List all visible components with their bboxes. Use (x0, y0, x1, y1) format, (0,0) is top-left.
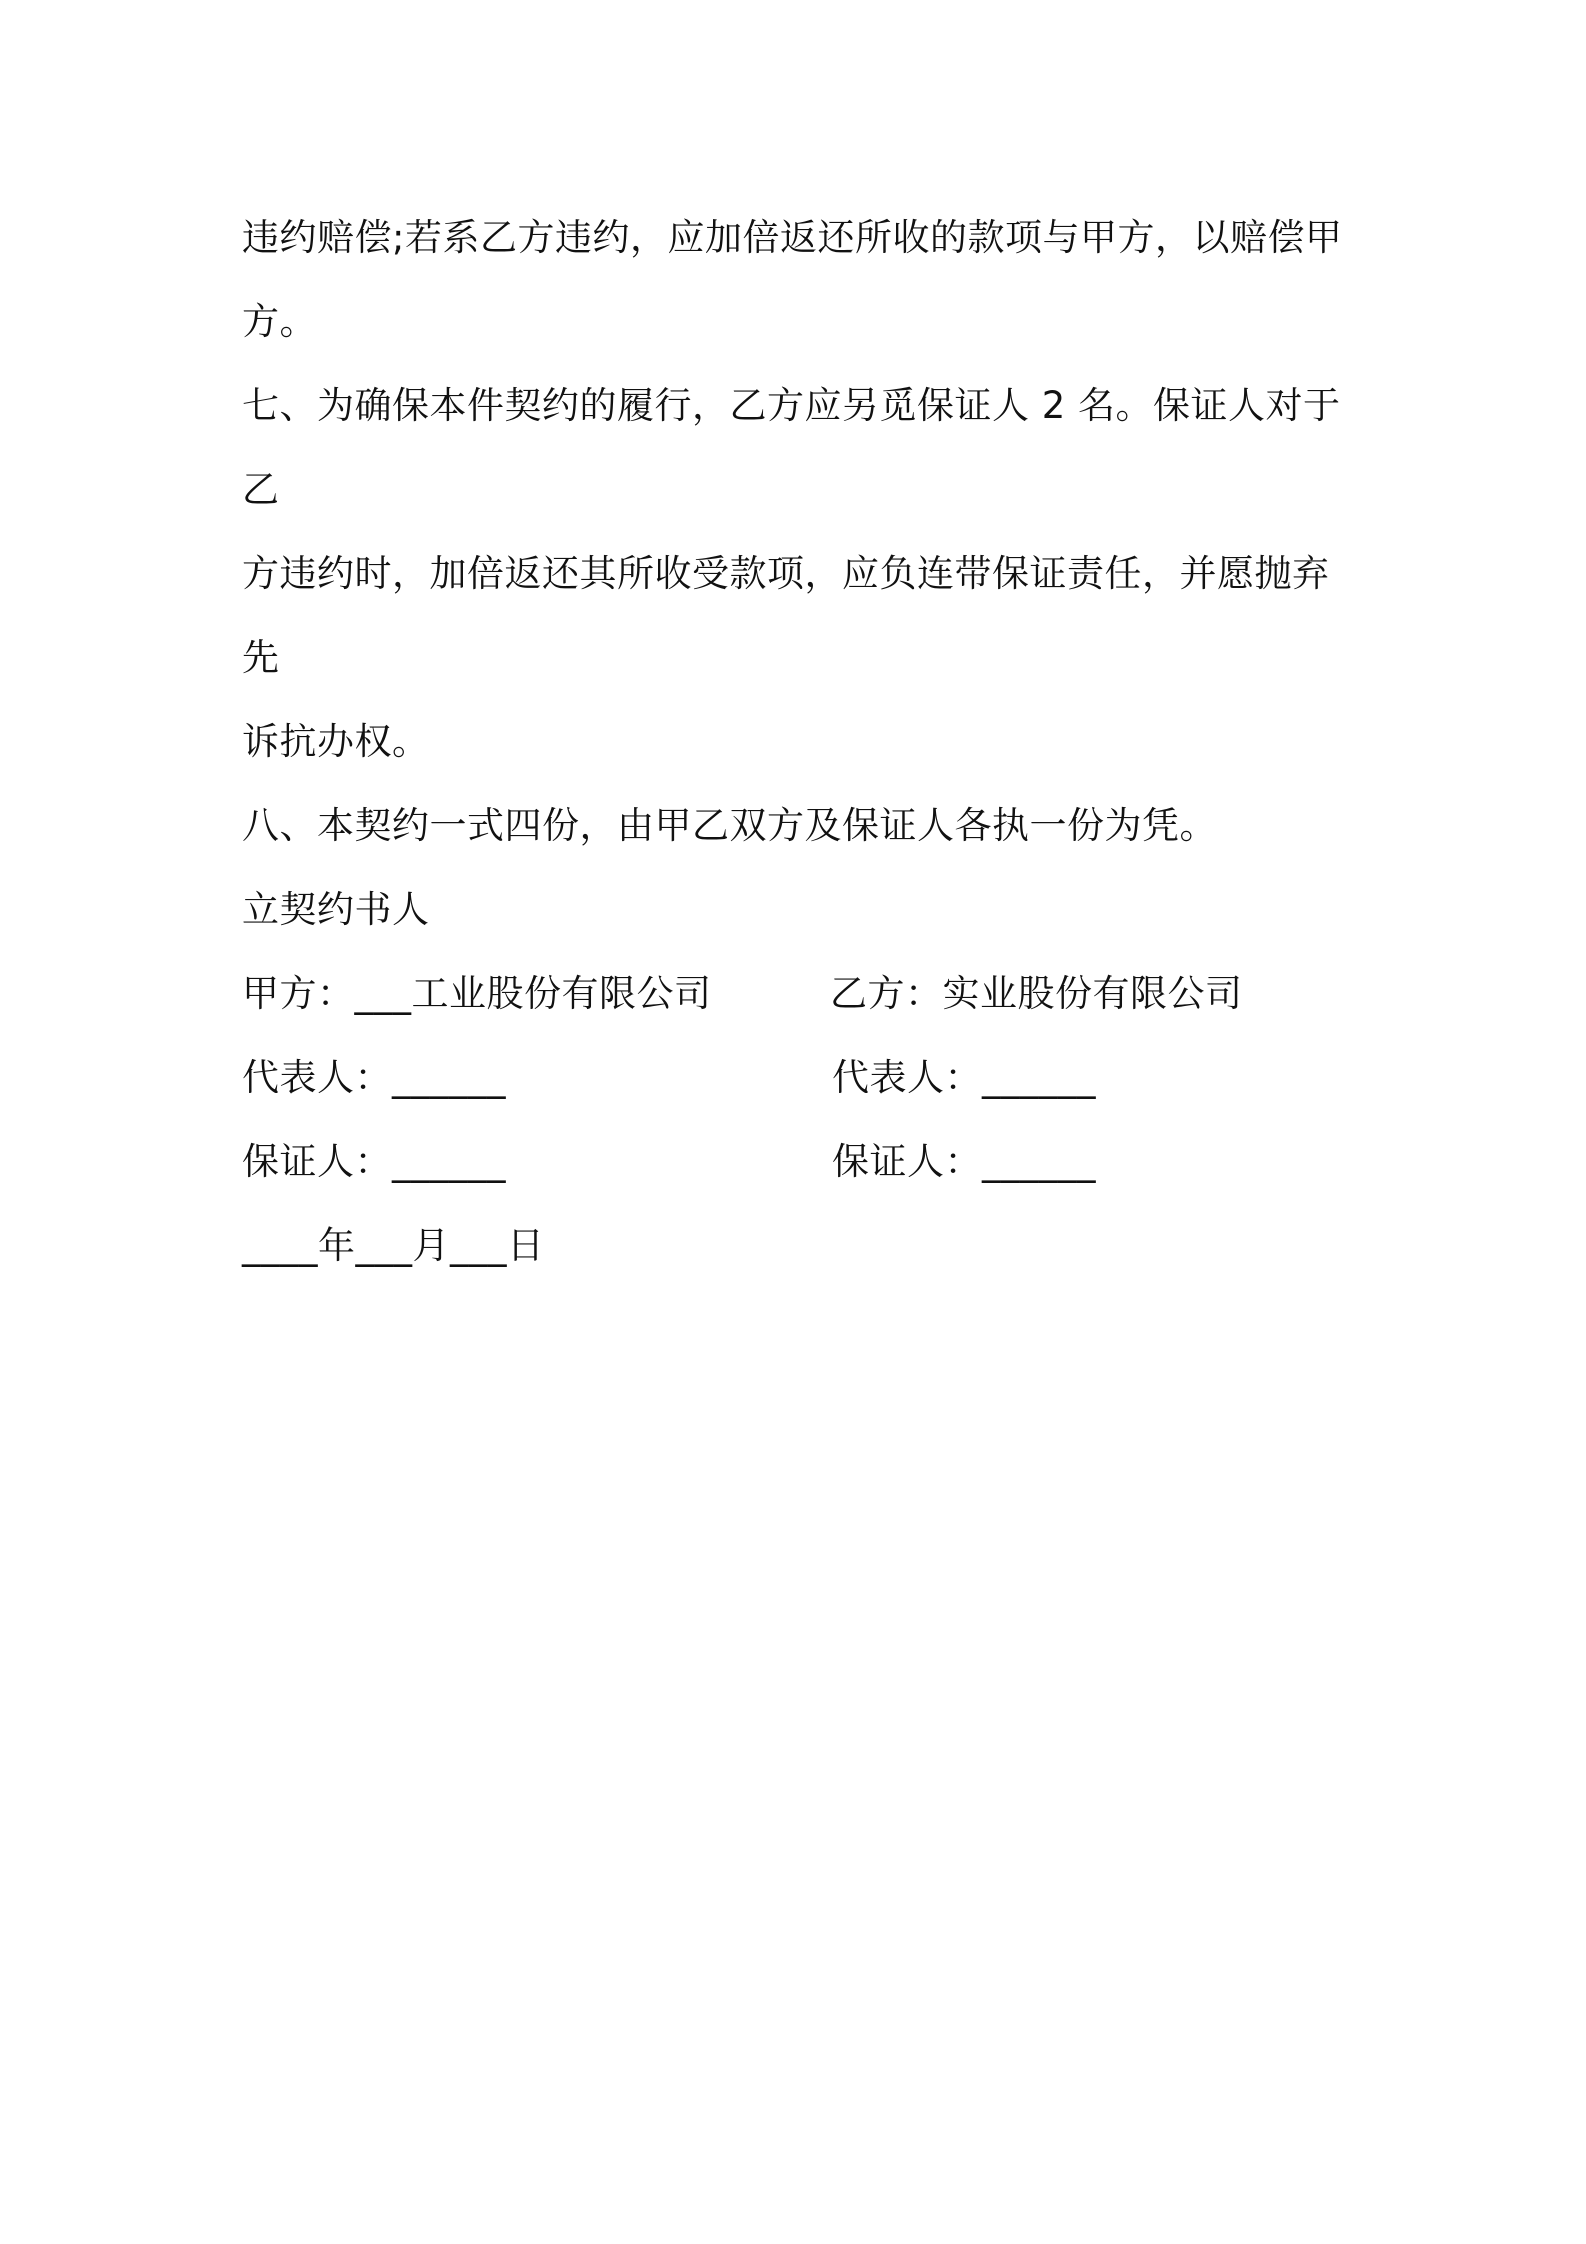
text-line: 方。 (242, 300, 317, 343)
paragraph-breach-compensation (242, 196, 1362, 364)
representative-b: 代表人：______ (832, 1056, 1096, 1099)
text-line: 方违约时，加倍返还其所收受款项，应负连带保证责任，并愿抛弃先 (242, 552, 1330, 679)
party-row (242, 952, 1362, 1036)
representative-row (242, 1036, 1362, 1120)
signatory-heading: 立契约书人 (242, 888, 430, 931)
text-line: 违约赔偿;若系乙方违约，应加倍返还所收的款项与甲方，以赔偿甲 (242, 216, 1343, 259)
text-line: 八、本契约一式四份，由甲乙双方及保证人各执一份为凭。 (242, 804, 1217, 847)
clause-eight (242, 784, 1362, 868)
clause-seven (242, 364, 1362, 784)
party-b: 乙方：实业股份有限公司 (830, 972, 1243, 1015)
text-line: 诉抗办权。 (242, 720, 430, 763)
date-line: ____年___月___日 (242, 1224, 545, 1267)
representative-a: 代表人：______ (242, 1056, 506, 1099)
party-a: 甲方：___工业股份有限公司 (242, 972, 712, 1015)
guarantor-row (242, 1120, 1362, 1204)
text-line: 七、为确保本件契约的履行，乙方应另觅保证人 2 名。保证人对于乙 (242, 384, 1341, 511)
guarantor-b: 保证人：______ (832, 1140, 1096, 1183)
guarantor-a: 保证人：______ (242, 1140, 506, 1183)
document-body (242, 196, 1362, 1288)
